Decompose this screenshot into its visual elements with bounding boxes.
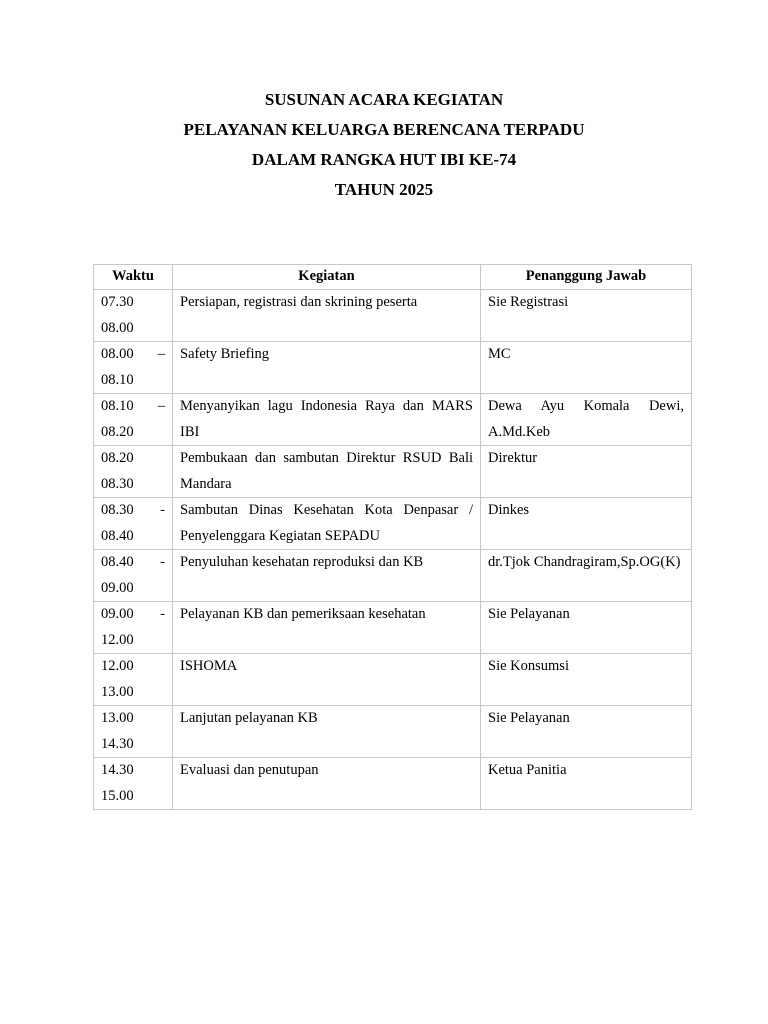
time-cell	[94, 706, 173, 758]
responsible-cell: MC	[481, 342, 692, 394]
time-start: 08.10	[101, 398, 134, 414]
time-start: 08.30	[101, 502, 134, 518]
time-start: 13.00	[101, 710, 134, 726]
responsible-cell: Ketua Panitia	[481, 758, 692, 810]
responsible-cell: Direktur	[481, 446, 692, 498]
responsible-cell: Dinkes	[481, 498, 692, 550]
time-start: 08.20	[101, 450, 134, 466]
time-cell	[94, 654, 173, 706]
time-end: 09.00	[101, 579, 134, 596]
responsible-cell: dr.Tjok Chandragiram,Sp.OG(K)	[481, 550, 692, 602]
table-row	[94, 290, 692, 342]
table-header-row	[94, 265, 692, 290]
time-end: 12.00	[101, 631, 134, 648]
responsible-cell: Sie Registrasi	[481, 290, 692, 342]
time-start: 09.00	[101, 606, 134, 622]
time-cell	[94, 290, 173, 342]
title-line-2: PELAYANAN KELUARGA BERENCANA TERPADU	[183, 120, 585, 139]
agenda-table	[93, 264, 692, 810]
time-end: 08.10	[101, 371, 134, 388]
table-row	[94, 706, 692, 758]
time-separator: –	[157, 346, 165, 362]
time-start: 07.30	[101, 294, 134, 310]
header-responsible: Penanggung Jawab	[481, 265, 692, 290]
time-end: 08.40	[101, 527, 134, 544]
time-cell	[94, 550, 173, 602]
header-time: Waktu	[94, 265, 173, 290]
table-row	[94, 550, 692, 602]
time-cell	[94, 394, 173, 446]
time-start: 08.40	[101, 554, 134, 570]
time-separator: -	[160, 554, 165, 570]
responsible-cell: Sie Pelayanan	[481, 706, 692, 758]
activity-cell: ISHOMA	[173, 654, 481, 706]
table-row	[94, 654, 692, 706]
table-row	[94, 498, 692, 550]
activity-cell: Menyanyikan lagu Indonesia Raya dan MARS IBI	[173, 394, 481, 446]
activity-cell: Sambutan Dinas Kesehatan Kota Denpasar / Penyelenggara Kegiatan SEPADU	[173, 498, 481, 550]
time-end: 08.20	[101, 423, 134, 440]
time-end: 13.00	[101, 683, 134, 700]
time-end: 08.30	[101, 475, 134, 492]
title-line-4: TAHUN 2025	[334, 180, 434, 199]
responsible-cell: Dewa Ayu Komala Dewi, A.Md.Keb	[481, 394, 692, 446]
table-row	[94, 394, 692, 446]
time-cell	[94, 498, 173, 550]
activity-cell: Evaluasi dan penutupan	[173, 758, 481, 810]
title-line-3: DALAM RANGKA HUT IBI KE-74	[251, 150, 517, 169]
activity-cell: Lanjutan pelayanan KB	[173, 706, 481, 758]
time-separator: -	[160, 502, 165, 518]
activity-cell: Pembukaan dan sambutan Direktur RSUD Bali Mandara	[173, 446, 481, 498]
time-cell	[94, 758, 173, 810]
table-row	[94, 446, 692, 498]
document-title	[0, 86, 768, 206]
activity-cell: Pelayanan KB dan pemeriksaan kesehatan	[173, 602, 481, 654]
table-row	[94, 602, 692, 654]
time-cell	[94, 446, 173, 498]
responsible-cell: Sie Konsumsi	[481, 654, 692, 706]
header-activity: Kegiatan	[173, 265, 481, 290]
time-end: 15.00	[101, 787, 134, 804]
time-cell	[94, 342, 173, 394]
responsible-cell: Sie Pelayanan	[481, 602, 692, 654]
title-line-1: SUSUNAN ACARA KEGIATAN	[264, 90, 504, 109]
time-start: 08.00	[101, 346, 134, 362]
activity-cell: Persiapan, registrasi dan skrining peserta	[173, 290, 481, 342]
activity-cell: Penyuluhan kesehatan reproduksi dan KB	[173, 550, 481, 602]
table-row	[94, 758, 692, 810]
time-separator: -	[160, 606, 165, 622]
time-cell	[94, 602, 173, 654]
activity-cell: Safety Briefing	[173, 342, 481, 394]
time-end: 14.30	[101, 735, 134, 752]
time-start: 12.00	[101, 658, 134, 674]
time-end: 08.00	[101, 319, 134, 336]
time-separator: –	[157, 398, 165, 414]
time-start: 14.30	[101, 762, 134, 778]
table-row	[94, 342, 692, 394]
